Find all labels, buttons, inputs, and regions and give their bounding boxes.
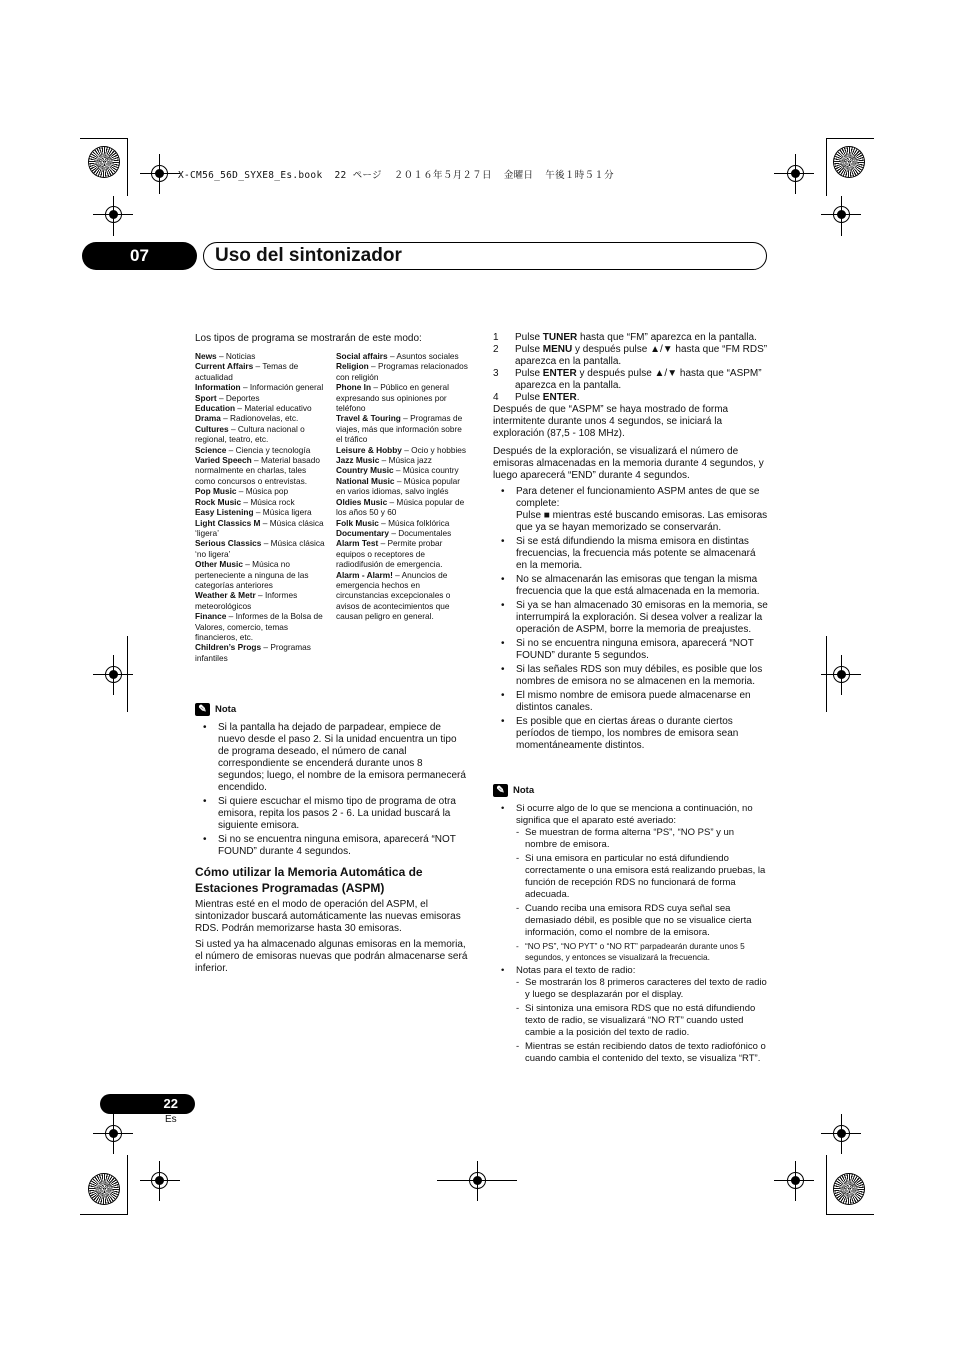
step-text-prefix: Pulse xyxy=(515,368,543,379)
program-type-description: – Asuntos sociales xyxy=(387,351,459,361)
programs-intro: Los tipos de programa se mostrarán de este modo: xyxy=(195,333,422,344)
step-text xyxy=(515,332,757,344)
program-type-entry xyxy=(336,476,470,497)
program-type-name: Documentary xyxy=(336,527,390,538)
section-paragraph: Si usted ya ha almacenado algunas emisoras en la memoria, el número de emisoras nuevas que podrán almacenarse será inferior. xyxy=(195,939,468,974)
step-text-prefix: Pulse xyxy=(515,392,543,403)
step-text-suffix: y después pulse ▲/▼ hasta que “ASPM” aparezca en la pantalla. xyxy=(515,368,762,391)
dash-item: - Se muestran de forma alterna “PS”, “NO PS” y un nombre de emisora. xyxy=(516,827,768,851)
program-type-name: Pop Music xyxy=(195,486,237,497)
program-type-entry xyxy=(336,361,470,382)
program-type-entry xyxy=(195,445,325,455)
program-type-description: – Programas relacionados con religión xyxy=(336,361,468,382)
program-type-description: – Informes de la Bolsa de Valores, comercio, temas financieros, etc. xyxy=(195,611,323,642)
program-type-name: Folk Music xyxy=(336,517,379,528)
pencil-note-icon: ✎ xyxy=(195,703,210,716)
program-type-name: Cultures xyxy=(195,423,229,434)
program-type-entry xyxy=(195,424,325,445)
section-paragraph: Mientras esté en el modo de operación del ASPM, el sintonizador buscará automáticamente las nuevas emisoras RDS. Podrán memorizarse hasta 30 emisoras. xyxy=(195,899,461,934)
key-name: ENTER xyxy=(542,392,577,403)
program-type-description: – Anuncios de emergencia hechos en circunstancias excepcionales o avisos de acontecimientos que causan peligro en general. xyxy=(336,569,451,622)
program-type-entry xyxy=(195,497,325,507)
program-type-description: – Música ligera xyxy=(253,507,312,518)
program-type-entry xyxy=(336,538,470,569)
list-item: • Si las señales RDS son muy débiles, es posible que los nombres de emisora no se almacenen en la memoria. xyxy=(493,664,768,688)
program-type-name: Country Music xyxy=(336,465,394,476)
program-type-name: Drama xyxy=(195,413,221,424)
program-type-name: Oldies Music xyxy=(336,496,388,507)
paragraph: Después de que “ASPM” se haya mostrado de forma intermitente durante unos 4 segundos, se iniciará la exploración (87,5 - 108 MHz). xyxy=(493,404,729,439)
dash-item: - Si sintoniza una emisora RDS que no está difundiendo texto de radio, se visualizará “NO RT” cuando usted cambie a la posición del texto de radio. xyxy=(516,1003,768,1039)
program-type-entry xyxy=(336,570,470,622)
program-type-description: – Música folklórica xyxy=(378,517,450,528)
chapter-title: Uso del sintonizador xyxy=(215,245,402,266)
program-type-entry xyxy=(195,403,325,413)
program-types-column-1 xyxy=(195,351,325,663)
program-type-description: – Temas de actualidad xyxy=(195,361,299,382)
list-item xyxy=(493,965,768,1065)
nota-list xyxy=(493,803,768,1065)
program-type-name: Social affairs xyxy=(336,351,388,361)
step-item xyxy=(493,392,768,404)
step-text-suffix: y después pulse ▲/▼ hasta que “FM RDS” aparezca en la pantalla. xyxy=(515,344,768,367)
program-types-column-2 xyxy=(336,351,470,622)
program-type-description: – Permite probar equipos o receptores de radiodifusión de emergencia. xyxy=(336,538,443,570)
key-name: MENU xyxy=(542,344,573,355)
step-item xyxy=(493,368,768,392)
dash-item: - Mientras se están recibiendo datos de texto radiofónico o cuando cambia el contenido del texto, se visualiza “RT”. xyxy=(516,1041,768,1065)
program-type-entry xyxy=(195,486,325,496)
left-nota-block xyxy=(195,703,470,860)
program-type-entry xyxy=(195,507,325,517)
program-type-entry xyxy=(195,518,325,539)
program-type-entry xyxy=(336,528,470,538)
list-item: • Si la pantalla ha dejado de parpadear, empiece de nuevo desde el paso 2. Si la unidad encuentra un tipo de programa deseado, el número de canal correspondiente se encenderá durante unos 8 segundos; luego, el nombre de la emisora permanecerá encendido. xyxy=(195,722,470,794)
program-type-description: – Música popular en varios idiomas, salvo inglés xyxy=(336,475,461,497)
program-type-entry xyxy=(336,413,470,444)
page-language: Es xyxy=(165,1114,177,1125)
dash-list xyxy=(516,977,768,1065)
nota-intro: Si ocurre algo de lo que se menciona a continuación, no significa que el aparato esté averiado: xyxy=(516,803,753,826)
program-type-description: – Informes meteorológicos xyxy=(195,590,298,611)
right-column xyxy=(493,332,768,754)
list-item: • Si no se encuentra ninguna emisora, aparecerá “NOT FOUND” durante 5 segundos. xyxy=(493,638,768,662)
list-item: • Si se está difundiendo la misma emisora en distintas frecuencias, la frecuencia más potente se almacenará en la memoria. xyxy=(493,536,768,572)
program-type-entry xyxy=(336,518,470,528)
page-number: 22 xyxy=(100,1094,195,1114)
step-item xyxy=(493,332,768,344)
dash-list xyxy=(516,827,768,963)
program-type-description: – Música no perteneciente a ninguna de las categorías anteriores xyxy=(195,559,309,590)
program-type-description: – Música country xyxy=(393,465,459,476)
step-number: 4 xyxy=(493,392,499,403)
program-type-name: Leisure & Hobby xyxy=(336,444,402,455)
program-type-entry xyxy=(195,611,325,642)
program-type-description: – Programas infantiles xyxy=(195,642,311,663)
color-rosette-mark xyxy=(89,147,119,177)
program-type-name: Current Affairs xyxy=(195,361,254,372)
program-type-entry xyxy=(195,361,325,382)
step-text xyxy=(515,344,768,368)
nota-intro: Notas para el texto de radio: xyxy=(516,965,636,976)
program-type-name: Science xyxy=(195,444,227,455)
program-type-entry xyxy=(336,497,470,518)
program-type-description: – Música pop xyxy=(236,486,289,497)
program-type-entry xyxy=(336,455,470,465)
color-rosette-mark xyxy=(834,1174,864,1204)
nota-label: Nota xyxy=(215,703,237,715)
step-number: 1 xyxy=(493,332,499,343)
program-type-description: – Música jazz xyxy=(379,455,432,466)
program-type-name: Other Music xyxy=(195,559,243,570)
program-type-description: – Material educativo xyxy=(235,403,312,414)
program-type-entry xyxy=(195,538,325,559)
program-type-description: – Música rock xyxy=(241,496,295,507)
program-type-name: Finance xyxy=(195,611,227,622)
program-type-name: Jazz Music xyxy=(336,455,380,466)
left-intro xyxy=(195,333,470,349)
program-type-description: – Deportes xyxy=(216,392,260,403)
program-type-name: Alarm - Alarm! xyxy=(336,569,393,580)
program-type-name: Information xyxy=(195,382,241,393)
program-type-name: Weather & Metr xyxy=(195,590,256,601)
list-item: • Si ya se han almacenado 30 emisoras en la memoria, se interrumpirá la exploración. Si desea volver a realizar la operación de ASPM, borre la memoria de preajustes. xyxy=(493,600,768,636)
nota-label: Nota xyxy=(513,784,535,796)
program-type-name: Education xyxy=(195,403,236,414)
program-type-description: – Música clásica ‘no ligera’ xyxy=(195,538,325,559)
key-name: TUNER xyxy=(542,332,578,343)
list-item: • No se almacenarán las emisoras que tengan la misma frecuencia que la que está almacenada en la memoria. xyxy=(493,574,768,598)
program-type-entry xyxy=(195,559,325,590)
program-type-entry xyxy=(195,642,325,663)
program-type-description: – Ocio y hobbies xyxy=(401,444,467,455)
step-number: 2 xyxy=(493,344,499,355)
dash-item: - “NO PS”, “NO PYT” o “NO RT” parpadearán durante unos 5 segundos, y entonces se visualizará la frecuencia. xyxy=(516,941,768,963)
program-type-entry xyxy=(336,382,470,413)
program-type-description: – Público en general expresando sus opiniones por teléfono xyxy=(336,382,449,414)
list-item: • Si no se encuentra ninguna emisora, aparecerá “NOT FOUND” durante 4 segundos. xyxy=(195,834,470,858)
program-type-entry xyxy=(195,413,325,423)
key-name: ENTER xyxy=(542,368,577,379)
program-type-entry xyxy=(195,455,325,486)
program-type-description: – Noticias xyxy=(216,351,256,361)
right-nota-block xyxy=(493,784,768,1067)
program-type-description: – Información general xyxy=(240,382,324,393)
program-type-name: News xyxy=(195,351,217,361)
program-type-description: – Radionovelas, etc. xyxy=(220,413,299,424)
step-text xyxy=(515,368,768,392)
program-type-description: – Documentales xyxy=(389,527,452,538)
step-text-prefix: Pulse xyxy=(515,344,543,355)
program-type-entry xyxy=(336,351,470,361)
pencil-note-icon: ✎ xyxy=(493,784,508,797)
program-type-description: – Ciencia y tecnología xyxy=(226,444,311,455)
program-type-description: – Cultura nacional o regional, teatro, etc. xyxy=(195,423,305,445)
nota-heading xyxy=(195,703,470,716)
program-type-name: Religion xyxy=(336,361,369,372)
program-type-name: Easy Listening xyxy=(195,507,254,518)
step-list xyxy=(493,332,768,404)
list-item: • El mismo nombre de emisora puede almacenarse en distintos canales. xyxy=(493,690,768,714)
program-type-name: Travel & Touring xyxy=(336,413,401,424)
program-type-name: Serious Classics xyxy=(195,538,262,549)
list-item xyxy=(493,803,768,963)
program-type-entry xyxy=(336,445,470,455)
section-title: Cómo utilizar la Memoria Automática de Estaciones Programadas (ASPM) xyxy=(195,865,423,895)
program-type-name: Light Classics M xyxy=(195,517,261,528)
chapter-number: 07 xyxy=(82,242,197,270)
program-type-entry xyxy=(195,393,325,403)
dash-item: - Si una emisora en particular no está difundiendo correctamente o una emisora está realizando pruebas, la función de recepción RDS no funcionará de forma adecuada. xyxy=(516,853,768,901)
list-item: • Si quiere escuchar el mismo tipo de programa de otra emisora, repita los pasos 2 - 6. La unidad buscará la siguiente emisora. xyxy=(195,796,470,832)
program-type-entry xyxy=(195,382,325,392)
program-type-name: Phone In xyxy=(336,382,372,393)
nota-list xyxy=(195,722,470,858)
program-type-description: – Música popular de los años 50 y 60 xyxy=(336,496,465,518)
list-item: • Para detener el funcionamiento ASPM antes de que se complete: Pulse ■ mientras esté buscando emisoras. Las emisoras que ya se hayan memorizado se conservarán. xyxy=(493,486,768,534)
program-type-description: – Música clásica ‘ligera’ xyxy=(195,517,324,538)
step-number: 3 xyxy=(493,368,499,379)
program-type-name: Varied Speech xyxy=(195,455,252,466)
list-item: • Es posible que en ciertas áreas o durante ciertos períodos de tiempo, los nombres de emisora sean momentáneamente distintos. xyxy=(493,716,768,752)
program-type-name: Rock Music xyxy=(195,496,242,507)
program-type-entry xyxy=(336,465,470,475)
program-type-name: National Music xyxy=(336,475,395,486)
step-text-suffix: . xyxy=(576,392,580,403)
program-type-name: Alarm Test xyxy=(336,538,379,549)
aspm-bullet-list xyxy=(493,486,768,752)
aspm-section xyxy=(195,864,470,979)
step-text-suffix: hasta que “FM” aparezca en la pantalla. xyxy=(577,332,757,343)
step-text-prefix: Pulse xyxy=(515,332,543,343)
program-type-description: – Programas de viajes, más que información sobre el tráfico xyxy=(336,413,463,445)
color-rosette-mark xyxy=(89,1174,119,1204)
dash-item: - Cuando reciba una emisora RDS cuya señal sea demasiado débil, es posible que no se visualice cierta información, como el nombre de la emisora. xyxy=(516,903,768,939)
program-type-name: Sport xyxy=(195,392,217,403)
program-type-entry xyxy=(195,351,325,361)
step-item xyxy=(493,344,768,368)
paragraph: Después de la exploración, se visualizará el número de emisoras almacenadas en la memoria durante 4 segundos, y luego aparecerá “END” durante 4 segundos. xyxy=(493,446,764,481)
program-type-entry xyxy=(195,590,325,611)
color-rosette-mark xyxy=(834,147,864,177)
step-text xyxy=(515,392,579,404)
dash-item: - Se mostrarán los 8 primeros caracteres del texto de radio y luego se desplazarán por el display. xyxy=(516,977,768,1001)
program-type-name: Children’s Progs xyxy=(195,642,262,653)
file-header: X-CM56_56D_SYXE8_Es.book 22 ページ ２０１６年５月２７日 金曜日 午後１時５１分 xyxy=(178,170,614,181)
program-type-description: – Material basado normalmente en charlas, tales como concursos o entrevistas. xyxy=(195,455,320,486)
nota-heading xyxy=(493,784,768,797)
